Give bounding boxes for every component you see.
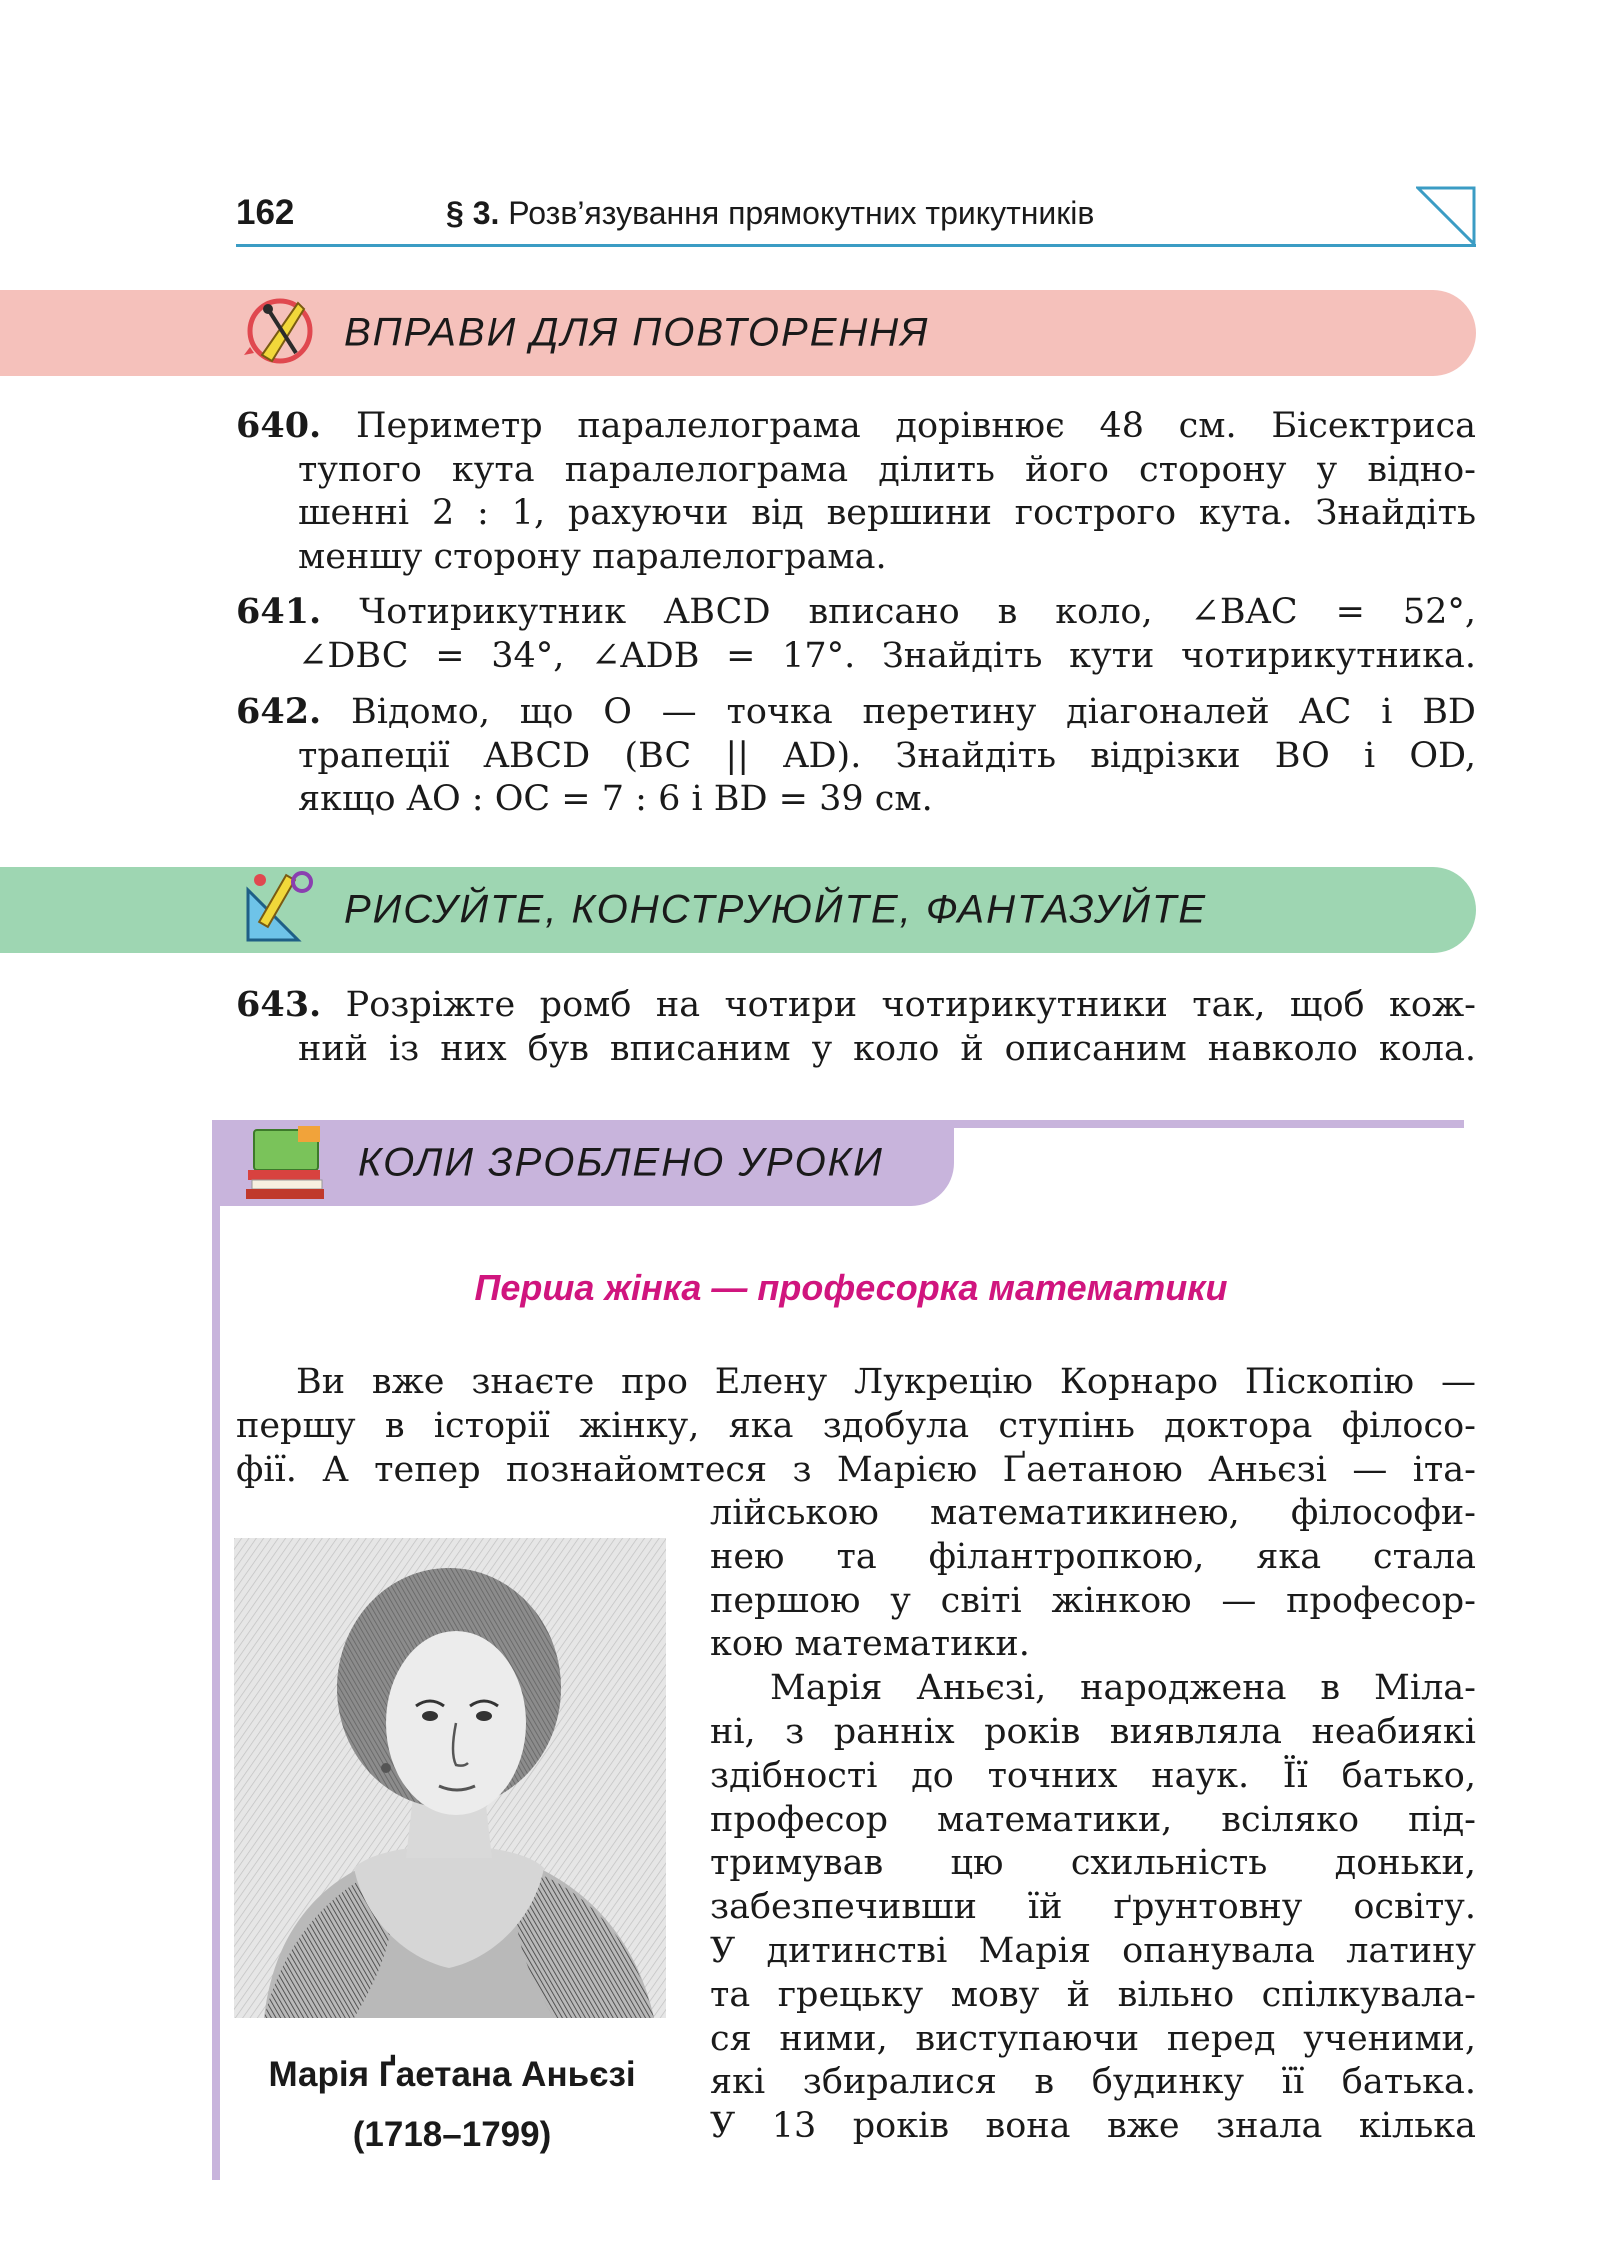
exercise-643 [236, 983, 1476, 1071]
story-line: та грецьку мову й вільно спілкувала- [710, 1974, 1476, 2015]
story-line: професор математики, всіляко під- [710, 1799, 1476, 1840]
corner-triangle-icon [1416, 186, 1476, 246]
story-line: У дитинстві Марія опанувала латину [710, 1930, 1476, 1971]
exercise-line: тупого кута паралелограма ділить його сторону у відно- [298, 449, 1476, 490]
lessons-done-bar [212, 1120, 954, 1206]
section-title: Розв’язування прямокутних трикутників [508, 195, 1095, 231]
story-title: Перша жінка — професорка математики [474, 1267, 1228, 1308]
draw-construct-title: РИСУЙТЕ, КОНСТРУЮЙТЕ, ФАНТАЗУЙТЕ [344, 887, 1208, 932]
page-number: 162 [236, 193, 295, 232]
story-side-text [710, 1492, 1476, 2149]
header-rule [236, 244, 1476, 247]
exercise-number: 643. [236, 984, 322, 1025]
books-icon [242, 1126, 342, 1206]
story-line: першою у світі жінкою — професор- [710, 1580, 1476, 1621]
story-intro [236, 1361, 1476, 1492]
exercise-line: Чотирикутник ABCD вписано в коло, ∠BAC = 52°, [359, 592, 1476, 632]
story-line: Марія Аньєзі, народжена в Міла- [770, 1668, 1476, 1709]
exercise-line: Периметр паралелограма дорівнює 48 см. Бісектриса [355, 406, 1476, 446]
story-line: фії. А тепер познайомтеся з Марією Ґаетаною Аньєзі — іта- [236, 1449, 1476, 1490]
story-line: ні, з ранніх років виявляла неабиякі [710, 1711, 1476, 1752]
portrait-caption-name: Марія Ґаетана Аньєзі [268, 2055, 636, 2094]
portrait-caption [226, 2045, 678, 2165]
story-line: кою математики. [710, 1624, 1030, 1665]
exercise-line: Розріжте ромб на чотири чотирикутники так, щоб кож- [345, 985, 1476, 1025]
story-line: У 13 років вона вже знала кілька [710, 2106, 1476, 2147]
section-mark: § 3. [446, 195, 500, 231]
exercise-line: ∠DBC = 34°, ∠ADB = 17°. Знайдіть кути чотирикутника. [298, 635, 1476, 676]
portrait-caption-years: (1718–1799) [352, 2115, 552, 2154]
story-line: першу в історії жінку, яка здобула ступінь доктора філосо- [236, 1405, 1476, 1446]
exercise-line: якщо AO : OC = 7 : 6 і BD = 39 см. [298, 779, 933, 819]
exercise-number: 641. [236, 591, 322, 632]
draw-construct-bar [0, 867, 1476, 953]
exercise-641 [236, 590, 1476, 678]
running-head [446, 195, 1094, 232]
exercise-number: 642. [236, 691, 322, 732]
story-line: нею та філантропкою, яка стала [710, 1536, 1476, 1577]
exercise-line: шенні 2 : 1, рахуючи від вершини гострого кута. Знайдіть [298, 493, 1476, 533]
lessons-frame-left [212, 1120, 220, 2180]
exercise-number: 640. [236, 405, 322, 446]
story-line: забезпечивши їй ґрунтовну освіту. [710, 1887, 1476, 1928]
exercise-line: меншу сторону паралелограма. [298, 536, 887, 577]
drawing-tools-icon [238, 866, 322, 954]
lessons-done-title: КОЛИ ЗРОБЛЕНО УРОКИ [358, 1140, 884, 1185]
exercise-line: трапеції ABCD (BC || AD). Знайдіть відрізки BO і OD, [298, 735, 1476, 776]
exercise-line: Відомо, що O — точка перетину діагоналей AC і BD [351, 692, 1476, 732]
story-line: Ви вже знаєте про Елену Лукрецію Корнаро Піскопію — [296, 1362, 1476, 1402]
story-line: які збиралися в будинку її батька. [710, 2062, 1476, 2103]
exercise-line: ний із них був вписаним у коло й описаним навколо кола. [298, 1028, 1476, 1069]
exercise-640 [236, 404, 1476, 579]
story-line: здібності до точних наук. Її батько, [710, 1755, 1476, 1796]
compass-ruler-icon [238, 289, 322, 377]
repeat-exercises-title: ВПРАВИ ДЛЯ ПОВТОРЕННЯ [344, 310, 930, 355]
portrait-image [234, 1538, 666, 2018]
story-line: ся ними, виступаючи перед ученими, [710, 2018, 1476, 2059]
exercise-642 [236, 690, 1476, 822]
story-line: тримував цю схильність доньки, [710, 1843, 1476, 1884]
repeat-exercises-bar [0, 290, 1476, 376]
story-line: лійською математикинею, філософи- [710, 1493, 1476, 1533]
